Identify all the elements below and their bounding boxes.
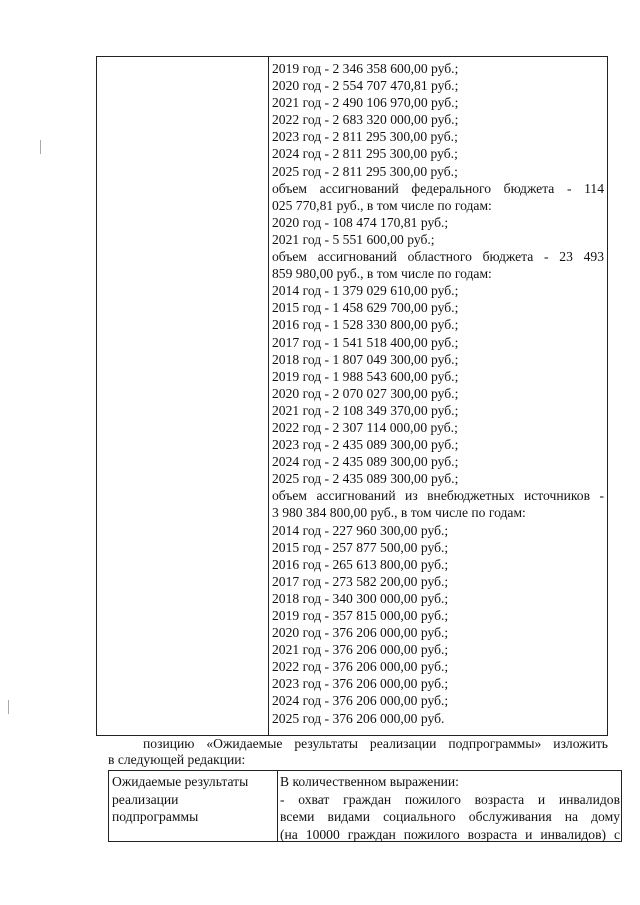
financing-line: 2017 год - 1 541 518 400,00 руб.;: [272, 334, 459, 350]
content-line: - охват граждан пожилого возраста и инвалидов: [280, 791, 620, 807]
results-label-cell: [112, 773, 272, 826]
financing-line: 2019 год - 357 815 000,00 руб.;: [272, 608, 449, 623]
financing-line: объем ассигнований областного бюджета - 23 493: [272, 249, 604, 265]
financing-line: 2016 год - 1 528 330 800,00 руб.;: [272, 317, 459, 333]
financing-line: 2016 год - 265 613 800,00 руб.;: [272, 556, 449, 572]
financing-cell: [272, 60, 604, 727]
financing-line: 859 980,00 руб., в том числе по годам:: [272, 266, 492, 282]
financing-line: 2025 год - 2 435 089 300,00 руб.;: [272, 471, 459, 487]
amendment-paragraph: [108, 736, 608, 768]
financing-line: 3 980 384 800,00 руб., в том числе по годам:: [272, 505, 526, 521]
content-line: всеми видами социального обслуживания на дому: [280, 809, 620, 824]
financing-line: 2018 год - 340 300 000,00 руб.;: [272, 590, 449, 606]
financing-line: 2020 год - 2 070 027 300,00 руб.;: [272, 385, 459, 401]
results-content-cell: [280, 773, 620, 843]
results-table: [108, 770, 622, 842]
financing-line: 2021 год - 5 551 600,00 руб.;: [272, 231, 435, 247]
financing-line: 2019 год - 2 346 358 600,00 руб.;: [272, 61, 459, 76]
financing-line: 2020 год - 2 554 707 470,81 руб.;: [272, 78, 459, 94]
financing-line: 2018 год - 1 807 049 300,00 руб.;: [272, 351, 459, 367]
financing-line: 2022 год - 2 307 114 000,00 руб.;: [272, 419, 458, 435]
financing-line: 2021 год - 2 490 106 970,00 руб.;: [272, 95, 459, 111]
financing-line: 2021 год - 2 108 349 370,00 руб.;: [272, 402, 459, 418]
financing-line: 2024 год - 2 811 295 300,00 руб.;: [272, 146, 458, 162]
financing-table: [96, 56, 608, 736]
column-divider: [277, 771, 278, 841]
content-line: В количественном выражении:: [280, 774, 459, 789]
financing-line: 2023 год - 376 206 000,00 руб.;: [272, 676, 449, 692]
financing-line: 2022 год - 2 683 320 000,00 руб.;: [272, 112, 459, 128]
financing-line: 2015 год - 1 458 629 700,00 руб.;: [272, 300, 459, 316]
column-divider: [268, 57, 269, 735]
paragraph-line-1: позицию «Ожидаемые результаты реализации подпрограммы» изложить: [143, 736, 608, 751]
financing-line: 2020 год - 108 474 170,81 руб.;: [272, 214, 449, 230]
financing-line: 2014 год - 227 960 300,00 руб.;: [272, 522, 449, 538]
financing-line: 2017 год - 273 582 200,00 руб.;: [272, 573, 449, 589]
financing-line: 2015 год - 257 877 500,00 руб.;: [272, 539, 449, 555]
financing-line: 2022 год - 376 206 000,00 руб.;: [272, 659, 449, 675]
financing-line: 2019 год - 1 988 543 600,00 руб.;: [272, 368, 459, 384]
label-line: подпрограммы: [112, 809, 199, 824]
financing-line: 2024 год - 376 206 000,00 руб.;: [272, 693, 449, 709]
financing-line: 025 770,81 руб., в том числе по годам:: [272, 197, 492, 213]
financing-line: объем ассигнований федерального бюджета - 114: [272, 180, 604, 196]
financing-line: 2025 год - 2 811 295 300,00 руб.;: [272, 163, 458, 179]
financing-line: 2025 год - 376 206 000,00 руб.: [272, 710, 445, 726]
content-line: (на 10000 граждан пожилого возраста и инвалидов) с: [280, 826, 620, 842]
label-line: реализации: [112, 791, 179, 807]
financing-line: 2014 год - 1 379 029 610,00 руб.;: [272, 283, 459, 299]
financing-line: 2020 год - 376 206 000,00 руб.;: [272, 625, 449, 641]
paragraph-line-2: в следующей редакции:: [108, 752, 246, 767]
financing-line: объем ассигнований из внебюджетных источников -: [272, 488, 604, 504]
scan-mark: [8, 700, 9, 714]
financing-line: 2021 год - 376 206 000,00 руб.;: [272, 642, 449, 658]
scan-mark: [40, 140, 41, 154]
financing-line: 2024 год - 2 435 089 300,00 руб.;: [272, 454, 459, 470]
financing-line: 2023 год - 2 811 295 300,00 руб.;: [272, 129, 458, 145]
financing-line: 2023 год - 2 435 089 300,00 руб.;: [272, 437, 459, 453]
label-line: Ожидаемые результаты: [112, 774, 249, 789]
